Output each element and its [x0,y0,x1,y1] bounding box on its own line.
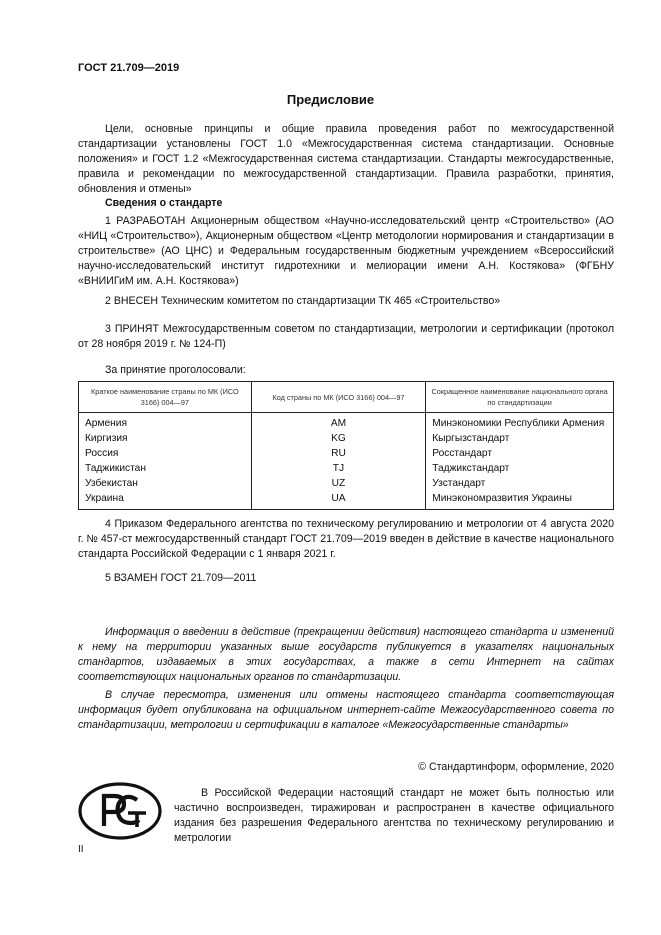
voting-table [78,381,614,510]
body-cell: Кыргызстандарт [426,431,614,446]
country-cell: Киргизия [79,431,252,446]
doc-code: ГОСТ 21.709—2019 [78,62,180,74]
item-5-replaces: 5 ВЗАМЕН ГОСТ 21.709—2011 [105,572,257,584]
country-cell: Армения [79,413,252,432]
code-cell: TJ [251,461,426,476]
code-cell: AM [251,413,426,432]
body-cell: Минэкономики Республики Армения [426,413,614,432]
item-4-enactment: 4 Приказом Федерального агентства по техническому регулированию и метрологии от 4 августа 2020 г. № 457-ст межгосударственный стандарт ГОСТ 21.709—2019 введен в действие в качестве национального стандарта Российской Федерации с 1 января 2021 г. [78,518,614,560]
table-row [79,461,614,476]
item-2-submitted: 2 ВНЕСЕН Техническим комитетом по стандартизации ТК 465 «Строительство» [105,295,501,307]
table-row [79,413,614,432]
code-cell: UA [251,491,426,510]
code-cell: RU [251,446,426,461]
rst-emblem-icon [78,782,162,845]
table-header-row [79,382,614,413]
code-cell: KG [251,431,426,446]
page-title: Предисловие [286,92,375,107]
header-body: Сокращенное наименование национального органа по стандартизации [426,382,614,413]
body-cell: Минэкономразвития Украины [426,491,614,510]
country-cell: Россия [79,446,252,461]
info-paragraph-revision: В случае пересмотра, изменения или отмены настоящего стандарта соответствующая информация будет опубликована на официальном интернет-сайте Межгосударственного совета по стандартизации, метрологии и сертификации в каталоге «Межгосударственные стандарты» [78,689,614,731]
info-paragraph-publication: Информация о введении в действие (прекращении действия) настоящего стандарта и изменений к нему на территории указанных выше государств публикуется в указателях национальных стандартов, издаваемых в этих государствах, а также в сети Интернет на сайтах соответствующих национальных органов по стандартизации. [78,626,614,683]
table-row [79,491,614,510]
voted-label: За принятие проголосовали: [105,364,246,376]
body-cell: Узстандарт [426,476,614,491]
copyright-notice: В Российской Федерации настоящий стандарт не может быть полностью или частично воспроизведен, тиражирован и распространен в качестве официального издания без разрешения Федерального агентства по техническому регулированию и метрологии [174,787,614,844]
section-heading: Сведения о стандарте [105,197,223,209]
item-3-adopted: 3 ПРИНЯТ Межгосударственным советом по стандартизации, метрологии и сертификации (протокол от 28 ноября 2019 г. № 124-П) [78,323,614,350]
table-row [79,476,614,491]
code-cell: UZ [251,476,426,491]
body-cell: Таджикстандарт [426,461,614,476]
country-cell: Таджикистан [79,461,252,476]
header-country: Краткое наименование страны по МК (ИСО 3166) 004—97 [79,382,252,413]
table-row [79,446,614,461]
table-row [79,431,614,446]
country-cell: Украина [79,491,252,510]
item-1-developed: 1 РАЗРАБОТАН Акционерным обществом «Научно-исследовательский центр «Строительство» (АО «НИЦ «Строительство»), Акционерным обществом «Центр методологии нормирования и стандартизации в строительстве» (АО ЦНС) и Федеральным государственным бюджетным учреждением «Всероссийский научно-исследовательский институт гидротехники и мелиорации имени А.Н. Костякова» (ФГБНУ «ВНИИГиМ им. А.Н. Костякова») [78,215,614,287]
intro-paragraph: Цели, основные принципы и общие правила проведения работ по межгосударственной стандартизации установлены ГОСТ 1.0 «Межгосударственная система стандартизации. Основные положения» и ГОСТ 1.2 «Межгосударственная система стандартизации. Стандарты межгосударственные, правила и рекомендации по межгосударственной стандартизации. Правила разработки, принятия, обновления и отмены» [78,123,614,195]
page-number: II [78,844,84,855]
body-cell: Росстандарт [426,446,614,461]
country-cell: Узбекистан [79,476,252,491]
header-code: Код страны по МК (ИСО 3166) 004—97 [251,382,426,413]
copyright-line: © Стандартинформ, оформление, 2020 [418,761,614,773]
